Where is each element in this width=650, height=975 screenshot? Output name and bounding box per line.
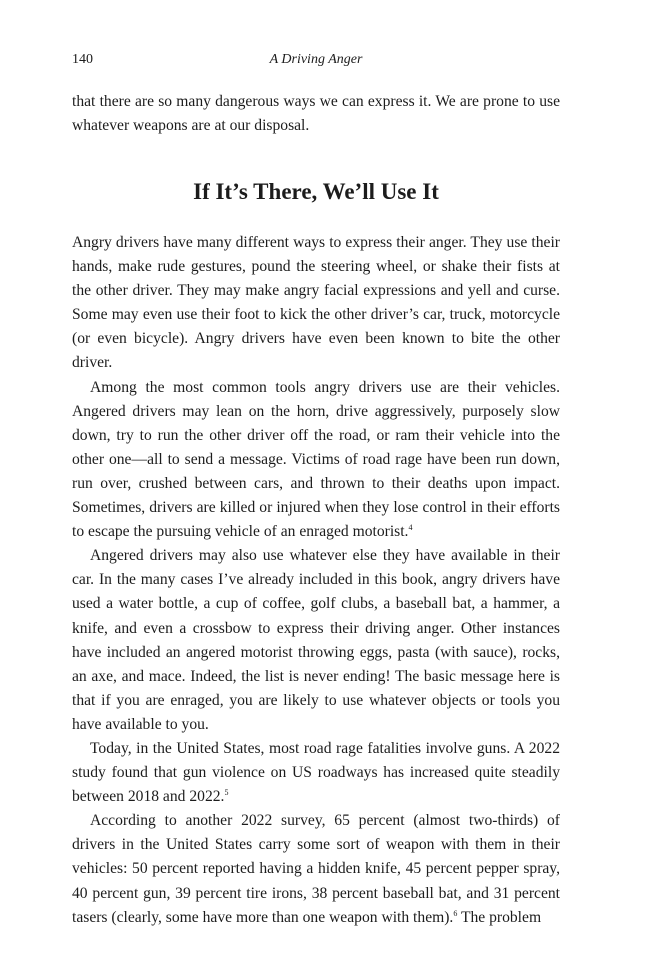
- footnote-ref-4: 4: [408, 523, 413, 533]
- page-number: 140: [72, 52, 93, 67]
- paragraph-3-text: Angered drivers may also use whatever else they have available in their car. In the many cases I’ve already included in this book, angry drivers have used a water bottle, a cup of coffee, golf clubs, a baseball bat, a hammer, a knife, and even a crossbow to express their driving anger. Other instances have included an angered motorist throwing eggs, pasta (with sauce), rocks, an axe, and mace. Indeed, the list is never ending! The basic message here is that if you are enraged, you are likely to use whatever objects or tools you have available to you.: [72, 547, 560, 733]
- paragraph-5-text: According to another 2022 survey, 65 percent (almost two-thirds) of drivers in the United States carry some sort of weapon with them in their vehicles: 50 percent reported having a hidden knife, 45 percent pepper spray, 40 percent gun, 39 percent tire irons, 38 percent baseball bat, and 31 percent tasers (clearly, some have more than one weapon with them).: [72, 812, 560, 926]
- footnote-ref-6: 6: [453, 908, 458, 918]
- paragraph-4: [72, 737, 560, 809]
- continued-text: [72, 90, 560, 138]
- section-body: [72, 231, 560, 930]
- paragraph-1: [72, 231, 560, 376]
- paragraph-2: [72, 376, 560, 545]
- page-header: [72, 52, 560, 72]
- continuation-paragraph: that there are so many dangerous ways we can express it. We are prone to use whatever weapons are at our disposal.: [72, 93, 560, 135]
- section-heading: If It’s There, We’ll Use It: [193, 179, 439, 204]
- paragraph-5: [72, 809, 560, 929]
- paragraph-3: [72, 544, 560, 737]
- paragraph-2-text: Among the most common tools angry drivers use are their vehicles. Angered drivers may lean on the horn, drive aggressively, purposely slow down, try to run the other driver off the road, or ram their vehicle into the other one—all to send a message. Victims of road rage have been run down, run over, crushed between cars, and thrown to their deaths upon impact. Sometimes, drivers are killed or injured when they lose control in their efforts to escape the pursuing vehicle of an enraged motorist.: [72, 378, 560, 541]
- paragraph-1-text: Angry drivers have many different ways to express their anger. They use their hands, make rude gestures, pound the steering wheel, or shake their fists at the other driver. They may make angry facial expressions and yell and curse. Some may even use their foot to kick the other driver’s car, truck, motorcycle (or even bicycle). Angry drivers have even been known to bite the other driver.: [72, 234, 560, 372]
- paragraph-5-tail: The problem: [457, 908, 542, 926]
- footnote-ref-5: 5: [224, 788, 229, 798]
- running-title: A Driving Anger: [269, 52, 363, 67]
- paragraph-4-text: Today, in the United States, most road rage fatalities involve guns. A 2022 study found that gun violence on US roadways has increased quite steadily between 2018 and 2022.: [72, 739, 560, 806]
